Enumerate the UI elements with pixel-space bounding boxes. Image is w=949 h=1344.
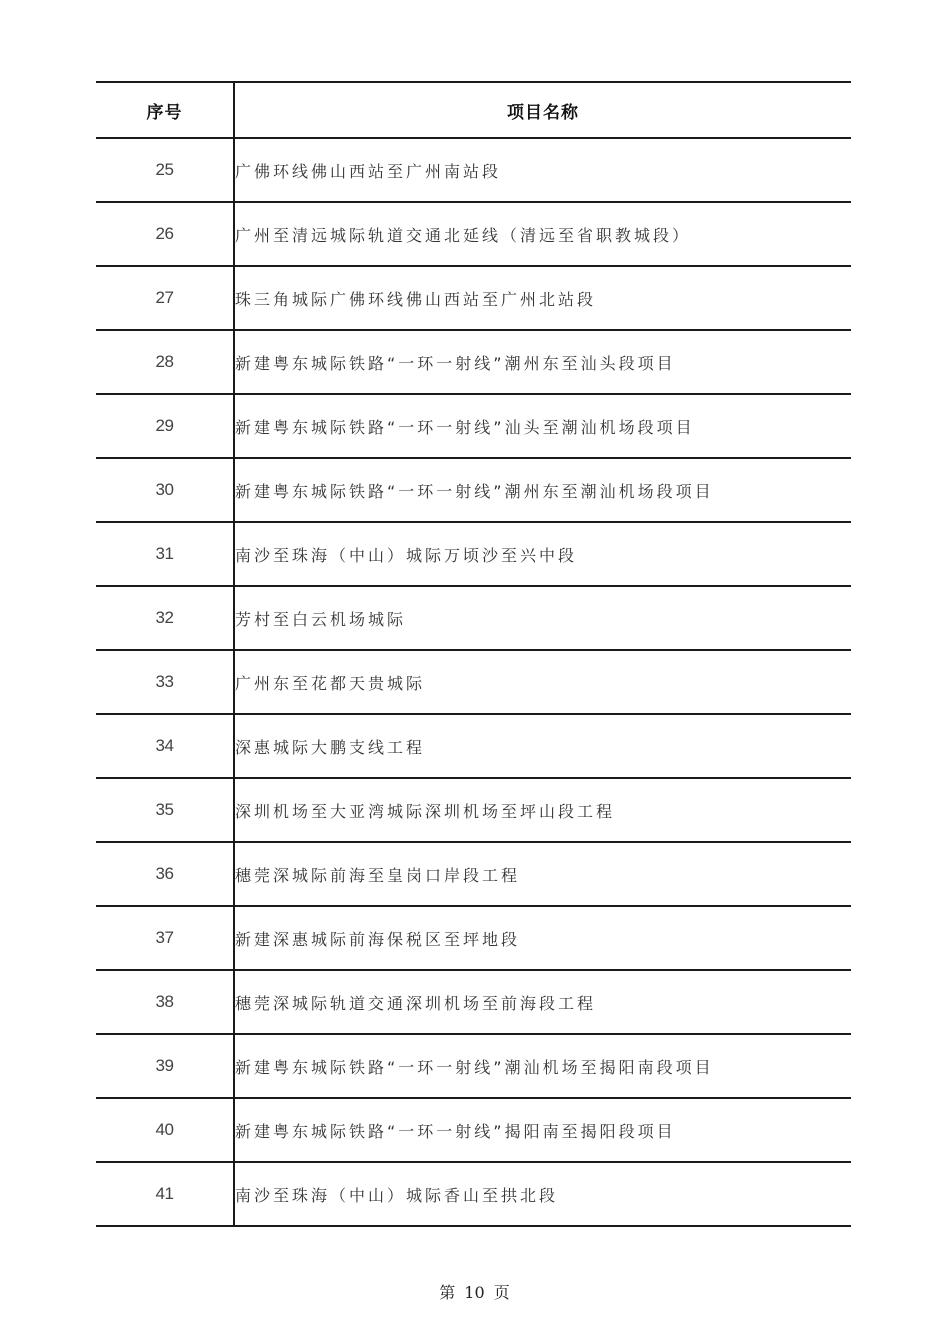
row-project-name: 珠三角城际广佛环线佛山西站至广州北站段 bbox=[234, 266, 851, 330]
table-row bbox=[96, 842, 851, 906]
row-seq: 37 bbox=[96, 906, 234, 970]
table-row bbox=[96, 970, 851, 1034]
row-seq: 32 bbox=[96, 586, 234, 650]
table-row bbox=[96, 266, 851, 330]
row-seq: 26 bbox=[96, 202, 234, 266]
row-seq: 36 bbox=[96, 842, 234, 906]
row-seq: 34 bbox=[96, 714, 234, 778]
row-project-name: 广佛环线佛山西站至广州南站段 bbox=[234, 138, 851, 202]
row-seq: 39 bbox=[96, 1034, 234, 1098]
row-seq: 33 bbox=[96, 650, 234, 714]
row-project-name: 南沙至珠海（中山）城际万顷沙至兴中段 bbox=[234, 522, 851, 586]
table-row bbox=[96, 906, 851, 970]
row-project-name: 新建深惠城际前海保税区至坪地段 bbox=[234, 906, 851, 970]
table-row bbox=[96, 522, 851, 586]
row-project-name: 深惠城际大鹏支线工程 bbox=[234, 714, 851, 778]
row-project-name: 深圳机场至大亚湾城际深圳机场至坪山段工程 bbox=[234, 778, 851, 842]
row-seq: 40 bbox=[96, 1098, 234, 1162]
row-project-name: 南沙至珠海（中山）城际香山至拱北段 bbox=[234, 1162, 851, 1226]
table-header-row bbox=[96, 82, 851, 138]
row-project-name: 新建粤东城际铁路“一环一射线”潮州东至潮汕机场段项目 bbox=[234, 458, 851, 522]
row-project-name: 新建粤东城际铁路“一环一射线”汕头至潮汕机场段项目 bbox=[234, 394, 851, 458]
header-seq: 序号 bbox=[96, 82, 234, 138]
table-row bbox=[96, 1034, 851, 1098]
table-row bbox=[96, 586, 851, 650]
table-row bbox=[96, 394, 851, 458]
table-row bbox=[96, 714, 851, 778]
page-number: 第 10 页 bbox=[439, 1283, 510, 1302]
table-row bbox=[96, 138, 851, 202]
row-project-name: 新建粤东城际铁路“一环一射线”潮州东至汕头段项目 bbox=[234, 330, 851, 394]
row-project-name: 新建粤东城际铁路“一环一射线”揭阳南至揭阳段项目 bbox=[234, 1098, 851, 1162]
table-body bbox=[96, 138, 851, 1226]
row-seq: 30 bbox=[96, 458, 234, 522]
row-seq: 38 bbox=[96, 970, 234, 1034]
row-project-name: 广州至清远城际轨道交通北延线（清远至省职教城段） bbox=[234, 202, 851, 266]
project-table bbox=[96, 81, 851, 1227]
row-seq: 27 bbox=[96, 266, 234, 330]
row-project-name: 穗莞深城际前海至皇岗口岸段工程 bbox=[234, 842, 851, 906]
table-row bbox=[96, 330, 851, 394]
table-row bbox=[96, 650, 851, 714]
table-row bbox=[96, 778, 851, 842]
row-seq: 29 bbox=[96, 394, 234, 458]
row-project-name: 穗莞深城际轨道交通深圳机场至前海段工程 bbox=[234, 970, 851, 1034]
row-project-name: 芳村至白云机场城际 bbox=[234, 586, 851, 650]
row-seq: 25 bbox=[96, 138, 234, 202]
row-seq: 31 bbox=[96, 522, 234, 586]
row-seq: 35 bbox=[96, 778, 234, 842]
table-row bbox=[96, 458, 851, 522]
table-row bbox=[96, 1098, 851, 1162]
row-project-name: 广州东至花都天贵城际 bbox=[234, 650, 851, 714]
table-row bbox=[96, 202, 851, 266]
header-project-name: 项目名称 bbox=[234, 82, 851, 138]
row-project-name: 新建粤东城际铁路“一环一射线”潮汕机场至揭阳南段项目 bbox=[234, 1034, 851, 1098]
table-row bbox=[96, 1162, 851, 1226]
row-seq: 41 bbox=[96, 1162, 234, 1226]
row-seq: 28 bbox=[96, 330, 234, 394]
